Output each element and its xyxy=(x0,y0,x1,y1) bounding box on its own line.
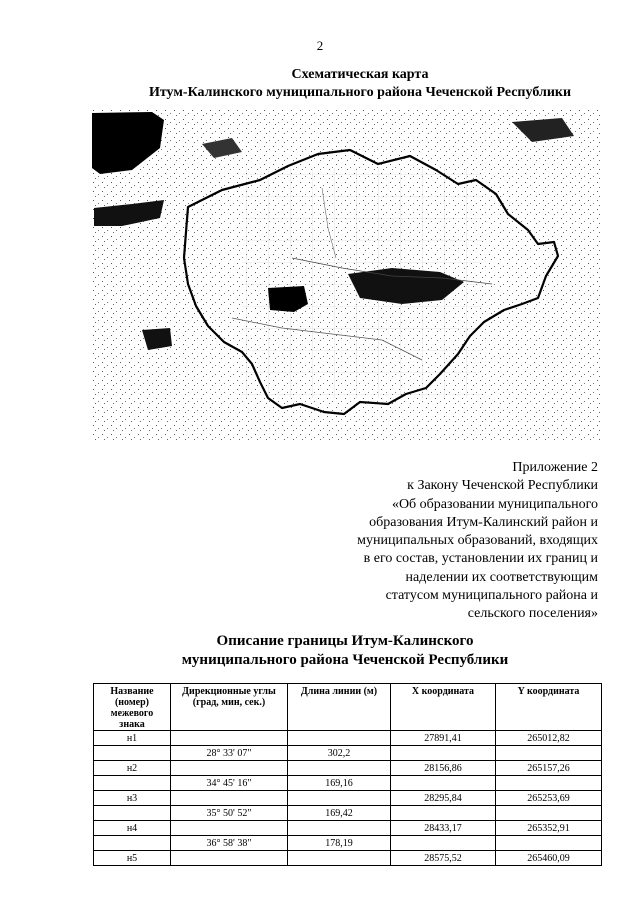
cell-angle: 28° 33' 07" xyxy=(171,746,288,761)
appendix-line: муниципальных образований, входящих xyxy=(357,533,598,549)
cell-length: 169,16 xyxy=(288,776,391,791)
appendix-line: сельского поселения» xyxy=(467,606,598,622)
table-row xyxy=(94,791,602,806)
header-marker-name: Название (номер) межевого знака xyxy=(94,684,171,731)
cell-marker xyxy=(94,806,171,821)
cell-marker xyxy=(94,836,171,851)
cell-x: 28156,86 xyxy=(391,761,496,776)
cell-length xyxy=(288,791,391,806)
cell-angle: 36° 58' 38" xyxy=(171,836,288,851)
cell-length: 178,19 xyxy=(288,836,391,851)
cell-length xyxy=(288,731,391,746)
schematic-map xyxy=(92,108,602,440)
appendix-line: к Закону Чеченской Республики xyxy=(407,478,598,494)
cell-marker: н3 xyxy=(94,791,171,806)
header-direction-angle: Дирекционные углы (град, мин, сек.) xyxy=(171,684,288,731)
header-line-length: Длина линии (м) xyxy=(288,684,391,731)
cell-x xyxy=(391,776,496,791)
cell-y xyxy=(496,776,602,791)
cell-angle xyxy=(171,731,288,746)
cell-marker: н1 xyxy=(94,731,171,746)
description-title-line-2: муниципального района Чеченской Республики xyxy=(181,652,509,668)
page-number: 2 xyxy=(316,38,324,53)
cell-x: 28575,52 xyxy=(391,851,496,866)
table-row xyxy=(94,851,602,866)
map-title-line-2: Итум-Калинского муниципального района Чеченской Республики xyxy=(148,85,572,100)
appendix-line: «Об образовании муниципального xyxy=(391,496,598,512)
cell-length xyxy=(288,761,391,776)
cell-angle xyxy=(171,821,288,836)
appendix-line: наделении их соответствующим xyxy=(405,569,598,585)
table-header-row xyxy=(94,684,602,731)
appendix-line: в его состав, установлении их границ и xyxy=(363,551,598,567)
table-row xyxy=(94,731,602,746)
appendix-line: Приложение 2 xyxy=(512,460,598,475)
table-row xyxy=(94,836,602,851)
cell-x xyxy=(391,746,496,761)
cell-angle xyxy=(171,791,288,806)
cell-angle: 35° 50' 52" xyxy=(171,806,288,821)
cell-y: 265460,09 xyxy=(496,851,602,866)
cell-marker: н2 xyxy=(94,761,171,776)
table-row xyxy=(94,821,602,836)
header-x-coordinate: X координата xyxy=(391,684,496,731)
table-row xyxy=(94,746,602,761)
description-title-line-1: Описание границы Итум-Калинского xyxy=(216,633,474,649)
table-row xyxy=(94,806,602,821)
cell-x: 28433,17 xyxy=(391,821,496,836)
map-title xyxy=(90,66,630,102)
header-y-coordinate: Y координата xyxy=(496,684,602,731)
cell-y xyxy=(496,836,602,851)
table-row xyxy=(94,761,602,776)
cell-y: 265157,26 xyxy=(496,761,602,776)
cell-x: 27891,41 xyxy=(391,731,496,746)
appendix-header xyxy=(298,459,598,624)
cell-length: 169,42 xyxy=(288,806,391,821)
appendix-line: образования Итум-Калинский район и xyxy=(369,514,598,530)
cell-y: 265352,91 xyxy=(496,821,602,836)
cell-length xyxy=(288,821,391,836)
description-title xyxy=(90,632,600,670)
cell-y: 265012,82 xyxy=(496,731,602,746)
cell-y xyxy=(496,746,602,761)
cell-angle xyxy=(171,851,288,866)
cell-x xyxy=(391,836,496,851)
cell-length xyxy=(288,851,391,866)
cell-marker xyxy=(94,746,171,761)
cell-marker: н5 xyxy=(94,851,171,866)
cell-length: 302,2 xyxy=(288,746,391,761)
cell-angle: 34° 45' 16" xyxy=(171,776,288,791)
cell-y: 265253,69 xyxy=(496,791,602,806)
table-row xyxy=(94,776,602,791)
appendix-line: статусом муниципального района и xyxy=(385,588,598,604)
cell-angle xyxy=(171,761,288,776)
cell-x: 28295,84 xyxy=(391,791,496,806)
map-title-line-1: Схематическая карта xyxy=(291,67,429,82)
cell-y xyxy=(496,806,602,821)
cell-x xyxy=(391,806,496,821)
cell-marker xyxy=(94,776,171,791)
boundary-table xyxy=(93,683,602,866)
cell-marker: н4 xyxy=(94,821,171,836)
